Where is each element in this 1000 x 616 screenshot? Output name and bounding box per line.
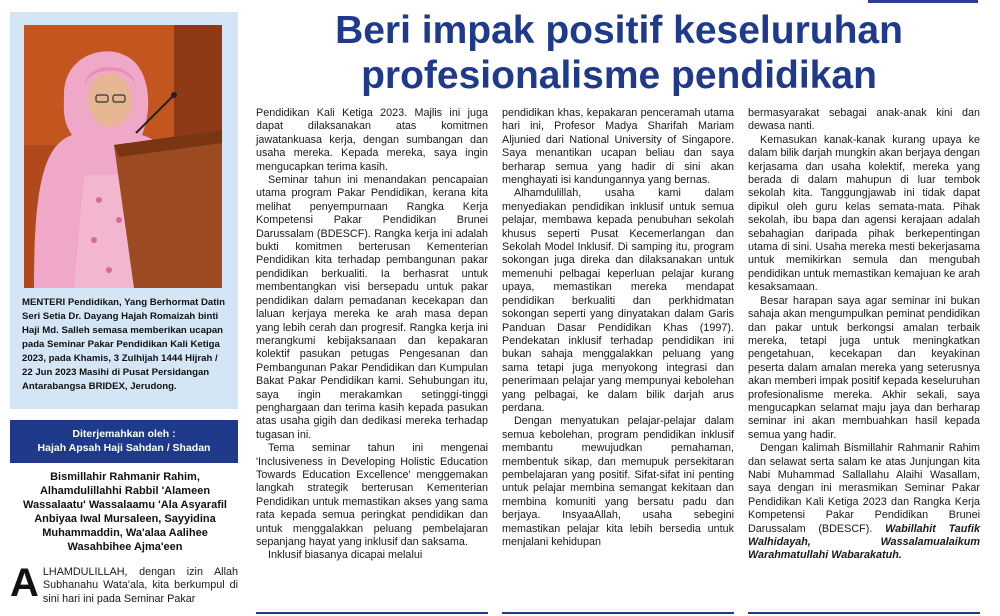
drop-cap: A [10,561,39,605]
article-column-2 [256,107,488,563]
signoff: Wabillahit Taufik Walhidayah, Wassalamualaikum Warahmatullahi Wabarakatuh. [748,522,981,562]
paragraph: Dengan menyatukan pelajar-pelajar dalam semua kebolehan, program pendidikan inklusif membantu mewujudkan pemahaman, membentuk sikap, dan memupuk persekitaran pembelajaran yang positif. Sifat-sifat ini penting untuk pelajar membina semangat kekitaan dan membina komuniti yang bersatu padu dan berjaya. InsyaaAllah, usaha sebegini memastikan pelajar kita lebih bersedia untuk menjalani kehidupan [502,415,734,548]
bismillah-line: Anbiyaa Iwal Mursaleen, Sayyidina [34,513,216,525]
bismillah-line: Wasahbihee Ajma'een [67,541,183,553]
paragraph: pendidikan khas, kepakaran penceramah utama hari ini, Profesor Madya Sharifah Mariam Aljunied dari National University of Singapore. Saya menantikan ucapan beliau dan saya berharap semua yang hadir di sini akan menghayati isi kandungannya yang bernas. [502,107,734,187]
article-intro [10,561,238,606]
paragraph: Pendidikan Kali Ketiga 2023. Majlis ini juga dapat dilaksanakan atas komitmen jawatankuasa kerja, dengan sumbangan dan usaha mereka. Kepada mereka, saya ingin mengucapkan terima kasih. [256,107,488,173]
column-rule [256,612,488,614]
bismillah-block [12,470,238,554]
column-rule [748,612,980,614]
bismillah-line: Bismillahir Rahmanir Rahim, [50,471,200,483]
headline-line-1: Beri impak positif keseluruhan [335,9,903,52]
speaker-photo [24,25,222,288]
translator-label: Diterjemahkan oleh : [72,428,176,440]
paragraph [748,442,980,563]
paragraph: Besar harapan saya agar seminar ini bukan sahaja akan mengumpulkan peminat pendidikan dan pakar untuk berkongsi amalan terbaik mereka, tetapi juga untuk meningkatkan pengetahuan, kecekapan dan keyakinan peserta dalam amalan mereka yang seterusnya akan memberi impak positif kepada keseluruhan profesionalisme mereka. Akhir sekali, saya mengucapkan selamat maju jaya dan berharap seminar ini akan membuahkan hasil kepada semua yang hadir. [748,294,980,441]
paragraph: Alhamdulillah, usaha kami dalam menyediakan pendidikan inklusif untuk semua pelajar, membawa kepada penubuhan sekolah khusus seperti Pusat Kecemerlangan dan Sekolah Model Inklusif. Di samping itu, program sokongan juga direka dan dilaksanakan untuk memenuhi pelbagai keperluan pelajar kurang upaya, memastikan mereka mendapat pendidikan berkualiti dan perkhidmatan sokongan seperti yang dinyatakan dalam Garis Panduan Dasar Pendidikan Khas (1997). Pendekatan inklusif terhadap pendidikan ini bukan sahaja menggalakkan peluang yang sama tetapi juga menyokong integrasi dan penerimaan pelajar yang mempunyai kebolehan yang pelbagai, ke dalam bilik darjah arus perdana. [502,187,734,414]
headline-line-2: profesionalisme pendidikan [361,54,877,97]
paragraph: Kemasukan kanak-kanak kurang upaya ke dalam bilik darjah mungkin akan berjaya dengan kerjasama dan usaha kolektif, mereka yang berada di dalam mahupun di luar tembok sekolah kita. Tanggungjawab ini tidak dapat dipikul oleh guru kelas semata-mata. Pihak sekolah, ibu bapa dan agensi kerajaan adalah sebahagian daripada pihak berkepentingan utama di sini. Usaha mereka mesti bekerjasama untuk memikirkan semula dan mengubah pendidikan untuk memastikan kemajuan ke arah kesaksamaan. [748,133,980,294]
paragraph: Inklusif biasanya dicapai melalui [268,549,423,562]
paragraph: Tema seminar tahun ini mengenai 'Inclusiveness in Developing Holistic Education Towards Education Excellence' menggemakan langkah strategik berterusan Kementerian Pendidikan untuk memastikan akses yang sama rata kepada semua peringkat pendidikan dan untuk menggalakkan peluang pembelajaran sepanjang hayat yang inklusif dan saksama. [256,442,488,548]
column-rule [502,612,734,614]
article-column-3 [502,107,734,549]
headline [248,8,990,98]
paragraph: bermasyarakat sebagai anak-anak kini dan dewasa nanti. [748,107,980,133]
closing-paragraph: Dengan kalimah Bismillahir Rahmanir Rahim dan selawat serta salam ke atas Junjungan kita Nabi Muhammad Sallallahu Alaihi Wasallam, saya dengan ini merasmikan Seminar Pakar Pendidikan Kali Ketiga 2023 dan Rangka Kerja Kompetensi Pakar Pendidikan Brunei Darussalam (BDESCF). [748,442,980,535]
translator-box [10,420,238,463]
bismillah-line: Muhammaddin, Wa'alaa Aalihee [42,527,208,539]
photo-caption: MENTERI Pendidikan, Yang Berhormat Datin Seri Setia Dr. Dayang Hajah Romaizah binti Haji Md. Salleh semasa memberikan ucapan pada Seminar Pakar Pendidikan Kali Ketiga 2023, pada Khamis, 3 Zulhijah 1444 Hijrah / 22 Jun 2023 Masihi di Pusat Persidangan Antarabangsa BRIDEX, Jerudong. [22,297,225,392]
intro-paragraph: LHAMDULILLAH, dengan izin Allah Subhanahu Wata'ala, kita berkumpul di sini hari ini pada Seminar Pakar [42,566,238,605]
translator-names: Hajah Apsah Haji Sahdan / Shadan [37,442,211,454]
article-column-4 [748,107,980,563]
top-accent-bar [868,0,978,3]
bismillah-line: Wassalaatu' Wassalaamu 'Ala Asyarafil [23,499,227,511]
paragraph: Seminar tahun ini menandakan pencapaian utama program Pakar Pendidikan, kerana kita melihat penyempurnaan Rangka Kerja Kompetensi Pakar Pendidikan Brunei Darussalam (BDESCF). Rangka kerja ini adalah bukti komitmen berterusan Kementerian Pendidikan kita terhadap pembangunan pakar pendidikan berkualiti. Ia berhasrat untuk membentangkan visi bersepadu untuk pakar pendidikan dalam pemadanan kecekapan dan laluan kerjaya mereka ke arah masa depan yang lebih cerah dan progresif. Rangka kerja ini merangkumi kebijaksanaan dan kepakaran kolektif pasukan petugas Pengesanan dan Pembangunan Pakar Pendidikan dan Kumpulan Bakat Pakar Pendidikan kami. Sehubungan itu, saya ingin merakamkan setinggi-tinggi penghargaan dan terima kasih kepada pasukan atas usaha gigih dan dedikasi mereka terhadap tugasan ini. [256,174,488,441]
bismillah-line: Alhamdulillahhi Rabbil 'Alameen [39,485,211,497]
